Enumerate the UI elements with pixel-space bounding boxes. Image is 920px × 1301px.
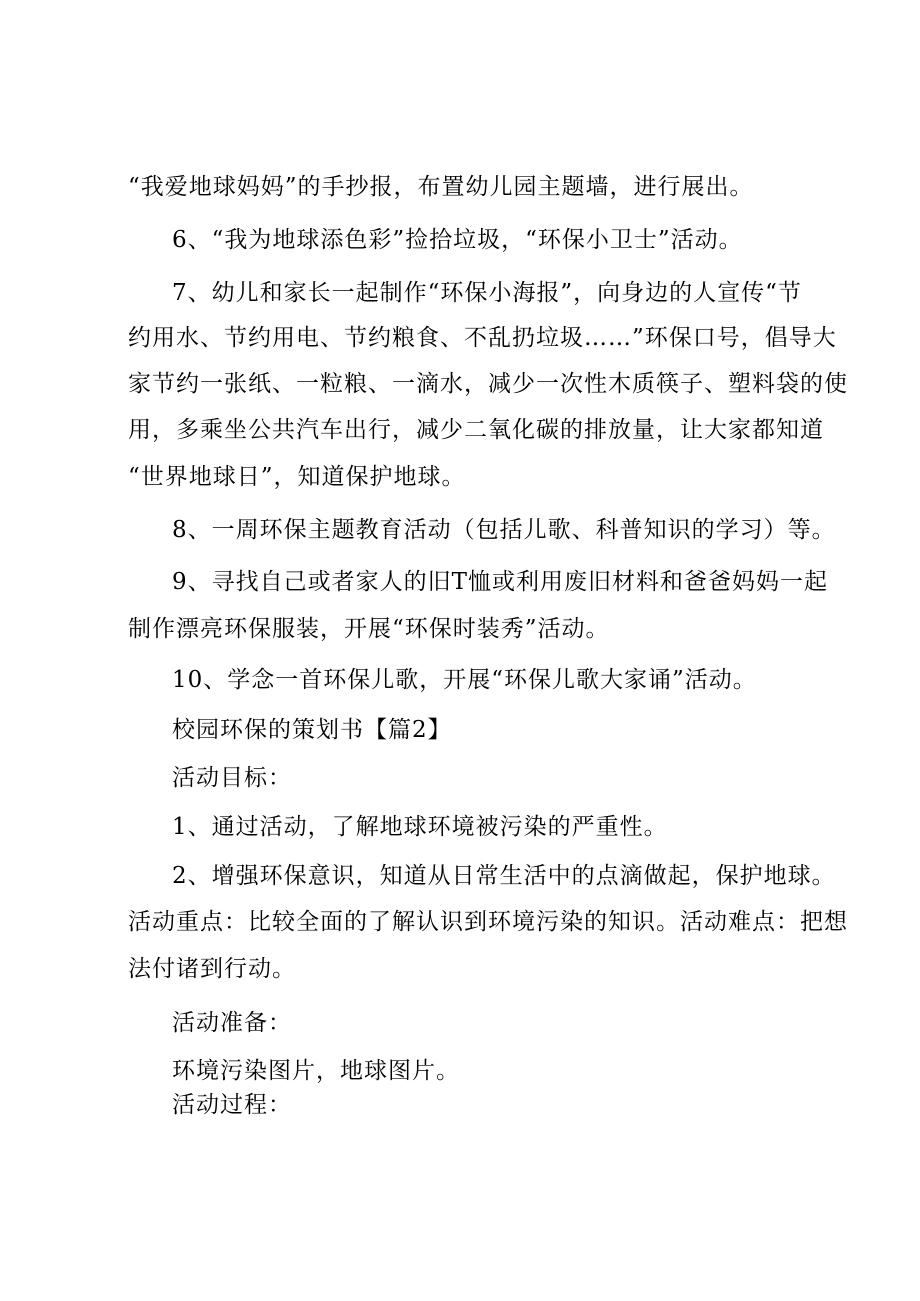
paragraph-line: 7、幼儿和家长一起制作“环保小海报”，向身边的人宣传“节 xyxy=(172,280,802,306)
paragraph-line: 6、“我为地球添色彩”捡拾垃圾，“环保小卫士”活动。 xyxy=(172,227,743,253)
paragraph-line: “我爱地球妈妈”的手抄报，布置幼儿园主题墙，进行展出。 xyxy=(128,174,754,200)
paragraph-line: 制作漂亮环保服装，开展“环保时装秀”活动。 xyxy=(128,616,610,642)
paragraph-line: 法付诸到行动。 xyxy=(128,956,296,982)
paragraph-line: 活动目标： xyxy=(172,765,292,791)
paragraph-line: 活动过程： xyxy=(172,1092,292,1118)
paragraph-line: 活动准备： xyxy=(172,1010,292,1036)
paragraph-line: 活动重点：比较全面的了解认识到环境污染的知识。活动难点：把想 xyxy=(128,909,848,935)
paragraph-line: 约用水、节约用电、节约粮食、不乱扔垃圾……”环保口号，倡导大 xyxy=(128,325,837,351)
paragraph-line: 1、通过活动，了解地球环境被污染的严重性。 xyxy=(172,814,668,840)
paragraph-line: 家节约一张纸、一粒粮、一滴水，减少一次性木质筷子、塑料袋的使 xyxy=(128,371,848,397)
paragraph-line: 环境污染图片，地球图片。 xyxy=(172,1058,460,1084)
paragraph-line: 8、一周环保主题教育活动（包括儿歌、科普知识的学习）等。 xyxy=(172,517,836,543)
paragraph-line: 用，多乘坐公共汽车出行，减少二氧化碳的排放量，让大家都知道 xyxy=(128,417,824,443)
section-heading: 校园环保的策划书【篇2】 xyxy=(172,717,452,743)
paragraph-line: 10、学念一首环保儿歌，开展“环保儿歌大家诵”活动。 xyxy=(172,667,757,693)
paragraph-line: 2、增强环保意识，知道从日常生活中的点滴做起，保护地球。 xyxy=(172,863,836,889)
paragraph-line: 9、寻找自己或者家人的旧T恤或利用废旧材料和爸爸妈妈一起 xyxy=(172,569,828,595)
paragraph-line: “世界地球日”，知道保护地球。 xyxy=(128,464,466,490)
